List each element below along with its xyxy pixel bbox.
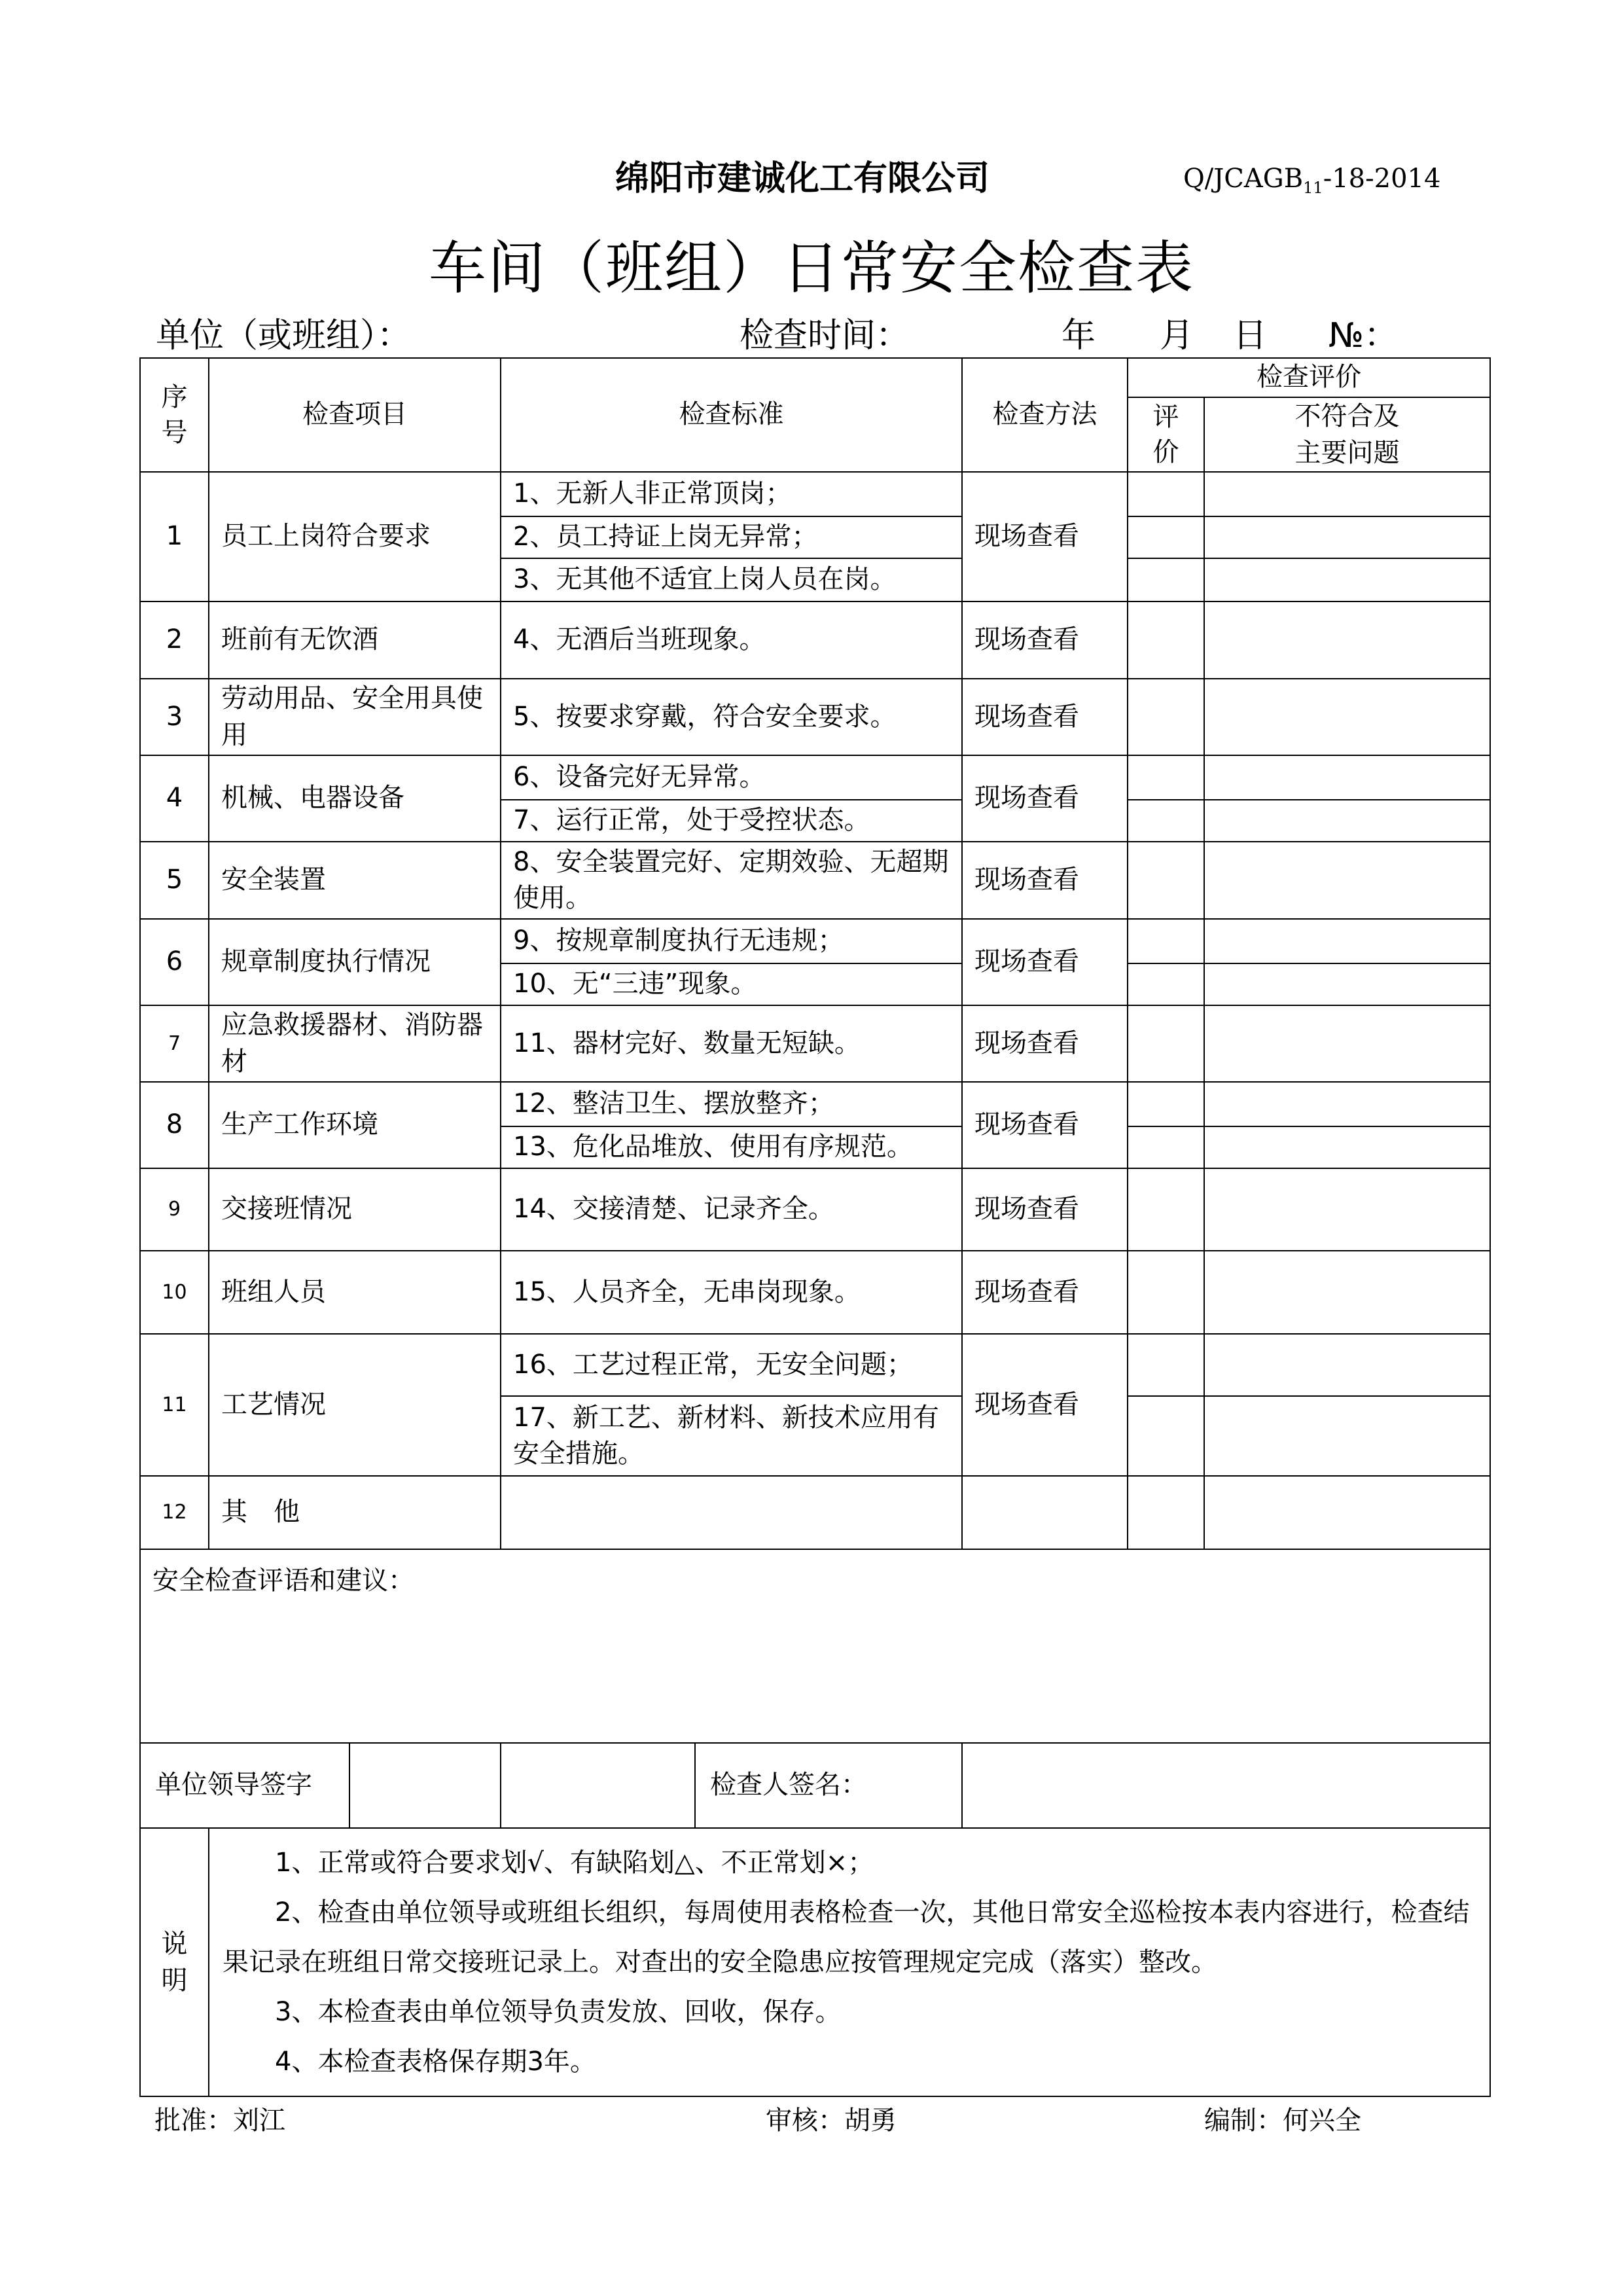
rating-header: 评价: [1128, 397, 1204, 472]
notes-content: [209, 1828, 1490, 2096]
leader-sign-field[interactable]: [350, 1744, 500, 1827]
rating-cell[interactable]: [1128, 472, 1204, 516]
row-method: 现场查看: [962, 1251, 1128, 1334]
row-method: [962, 1476, 1128, 1549]
inspection-table: [139, 357, 1491, 2097]
issues-cell[interactable]: [1204, 1476, 1490, 1549]
issues-cell[interactable]: [1204, 842, 1490, 919]
table-row: [140, 1168, 1490, 1251]
leader-sign-label: [140, 1743, 501, 1828]
row-standard: [501, 1476, 962, 1549]
seq-header: 序号: [140, 358, 209, 472]
row-item: 安全装置: [209, 842, 501, 919]
comments-row: [140, 1549, 1490, 1743]
row-seq: 3: [140, 679, 209, 755]
leader-sign-text: 单位领导签字: [141, 1744, 350, 1827]
row-seq: 10: [140, 1251, 209, 1334]
issues-cell[interactable]: [1204, 1082, 1490, 1126]
standard-header: 检查标准: [501, 358, 962, 472]
issues-cell[interactable]: [1204, 800, 1490, 842]
row-seq: 9: [140, 1168, 209, 1251]
row-method: 现场查看: [962, 1168, 1128, 1251]
row-seq: 4: [140, 755, 209, 842]
doc-no-tail: -18-2014: [1323, 164, 1441, 194]
table-row: [140, 679, 1490, 755]
evaluation-header: 检查评价: [1128, 358, 1490, 397]
year-label: 年: [1061, 316, 1096, 355]
issues-cell[interactable]: [1204, 1334, 1490, 1396]
row-seq: 5: [140, 842, 209, 919]
row-method: 现场查看: [962, 1005, 1128, 1082]
table-row: [140, 1082, 1490, 1126]
issues-cell[interactable]: [1204, 516, 1490, 558]
row-method: 现场查看: [962, 842, 1128, 919]
row-item: 班组人员: [209, 1251, 501, 1334]
note-item: 1、正常或符合要求划√、有缺陷划△、不正常划×；: [275, 1848, 874, 1878]
row-standard: 2、员工持证上岗无异常；: [501, 516, 962, 558]
rating-cell[interactable]: [1128, 1168, 1204, 1251]
leader-sign-space[interactable]: [501, 1744, 696, 1827]
issues-cell[interactable]: [1204, 1168, 1490, 1251]
row-method: 现场查看: [962, 1082, 1128, 1168]
row-item: 员工上岗符合要求: [209, 472, 501, 601]
issues-cell[interactable]: [1204, 1005, 1490, 1082]
issues-cell[interactable]: [1204, 1251, 1490, 1334]
rating-cell[interactable]: [1128, 601, 1204, 679]
issues-cell[interactable]: [1204, 1126, 1490, 1168]
row-standard: 17、新工艺、新材料、新技术应用有安全措施。: [501, 1396, 962, 1476]
row-method: 现场查看: [962, 755, 1128, 842]
approver: 批准：刘江: [154, 2106, 285, 2136]
document-number: [1183, 164, 1440, 197]
rating-cell[interactable]: [1128, 516, 1204, 558]
rating-cell[interactable]: [1128, 1126, 1204, 1168]
table-row: [140, 1251, 1490, 1334]
row-item: 应急救援器材、消防器材: [209, 1005, 501, 1082]
table-row: [140, 472, 1490, 516]
row-item: 机械、电器设备: [209, 755, 501, 842]
row-seq: 11: [140, 1334, 209, 1476]
rating-cell[interactable]: [1128, 679, 1204, 755]
inspector-sign-field[interactable]: [962, 1743, 1490, 1828]
row-method: 现场查看: [962, 601, 1128, 679]
row-standard: 6、设备完好无异常。: [501, 755, 962, 800]
row-seq: 8: [140, 1082, 209, 1168]
notes-row: [140, 1828, 1490, 2096]
issues-cell[interactable]: [1204, 919, 1490, 963]
row-standard: 11、器材完好、数量无短缺。: [501, 1005, 962, 1082]
compiler: 编制：何兴全: [1204, 2106, 1361, 2136]
row-standard: 15、人员齐全，无串岗现象。: [501, 1251, 962, 1334]
day-label: 日: [1233, 316, 1268, 355]
issues-cell[interactable]: [1204, 601, 1490, 679]
number-label: №：: [1329, 316, 1399, 355]
row-method: 现场查看: [962, 679, 1128, 755]
row-standard: 12、整洁卫生、摆放整齐；: [501, 1082, 962, 1126]
row-item: 其 他: [209, 1476, 501, 1549]
row-standard: 14、交接清楚、记录齐全。: [501, 1168, 962, 1251]
unit-label: 单位（或班组）：: [156, 316, 412, 355]
issues-cell[interactable]: [1204, 963, 1490, 1005]
note-item: 2、检查由单位领导或班组长组织，每周使用表格检查一次，其他日常安全巡检按本表内容进行，检查结果记录在班组日常交接班记录上。对查出的安全隐患应按管理规定完成（落实）整改。: [223, 1897, 1470, 1977]
row-item: 班前有无饮酒: [209, 601, 501, 679]
row-item: 规章制度执行情况: [209, 919, 501, 1005]
row-seq: 12: [140, 1476, 209, 1549]
row-standard: 13、危化品堆放、使用有序规范。: [501, 1126, 962, 1168]
rating-cell[interactable]: [1128, 1005, 1204, 1082]
row-seq: 2: [140, 601, 209, 679]
rating-cell[interactable]: [1128, 800, 1204, 842]
row-seq: 7: [140, 1005, 209, 1082]
page-title: 车间（班组）日常安全检查表: [428, 234, 1194, 302]
signature-row: [140, 1743, 1490, 1828]
comments-field[interactable]: 安全检查评语和建议：: [140, 1549, 1490, 1743]
inspection-time-label: 检查时间：: [740, 316, 910, 355]
row-standard: 3、无其他不适宜上岗人员在岗。: [501, 558, 962, 601]
row-item: 劳动用品、安全用具使用: [209, 679, 501, 755]
rating-cell[interactable]: [1128, 919, 1204, 963]
row-standard: 5、按要求穿戴，符合安全要求。: [501, 679, 962, 755]
rating-cell[interactable]: [1128, 963, 1204, 1005]
reviewer: 审核：胡勇: [766, 2106, 897, 2136]
issues-cell[interactable]: [1204, 755, 1490, 800]
doc-no-sub: 11: [1303, 179, 1323, 197]
table-row: [140, 601, 1490, 679]
row-seq: 6: [140, 919, 209, 1005]
row-standard: 1、无新人非正常顶岗；: [501, 472, 962, 516]
table-row: [140, 755, 1490, 800]
rating-cell[interactable]: [1128, 1396, 1204, 1476]
table-row: [140, 842, 1490, 919]
rating-cell[interactable]: [1128, 842, 1204, 919]
row-item: 工艺情况: [209, 1334, 501, 1476]
table-row: [140, 1476, 1490, 1549]
company-name: 绵阳市建诚化工有限公司: [615, 159, 990, 198]
note-item: 4、本检查表格保存期3年。: [275, 2047, 596, 2077]
row-standard: 10、无“三违”现象。: [501, 963, 962, 1005]
row-standard: 4、无酒后当班现象。: [501, 601, 962, 679]
note-item: 3、本检查表由单位领导负责发放、回收，保存。: [275, 1997, 842, 2027]
table-row: [140, 919, 1490, 963]
table-row: [140, 1334, 1490, 1396]
row-item: 交接班情况: [209, 1168, 501, 1251]
issues-cell[interactable]: [1204, 1396, 1490, 1476]
notes-label: 说明: [140, 1828, 209, 2096]
row-standard: 9、按规章制度执行无违规；: [501, 919, 962, 963]
issues-cell[interactable]: [1204, 679, 1490, 755]
row-standard: 7、运行正常，处于受控状态。: [501, 800, 962, 842]
rating-cell[interactable]: [1128, 1476, 1204, 1549]
issues-cell[interactable]: [1204, 558, 1490, 601]
rating-cell[interactable]: [1128, 755, 1204, 800]
rating-cell[interactable]: [1128, 558, 1204, 601]
inspector-sign-label: 检查人签名：: [710, 1770, 867, 1801]
leader-sign-field-2[interactable]: [501, 1743, 962, 1828]
row-standard: 8、安全装置完好、定期效验、无超期使用。: [501, 842, 962, 919]
method-header: 检查方法: [962, 358, 1128, 472]
item-header: 检查项目: [209, 358, 501, 472]
row-method: 现场查看: [962, 472, 1128, 601]
table-row: [140, 1005, 1490, 1082]
rating-cell[interactable]: [1128, 1251, 1204, 1334]
issues-header: 不符合及 主要问题: [1204, 397, 1490, 472]
row-seq: 1: [140, 472, 209, 601]
row-method: 现场查看: [962, 919, 1128, 1005]
doc-no-main: Q/JCAGB: [1183, 164, 1304, 194]
rating-cell[interactable]: [1128, 1082, 1204, 1126]
row-method: 现场查看: [962, 1334, 1128, 1476]
row-item: 生产工作环境: [209, 1082, 501, 1168]
row-standard: 16、工艺过程正常，无安全问题；: [501, 1334, 962, 1396]
issues-cell[interactable]: [1204, 472, 1490, 516]
month-label: 月: [1160, 316, 1194, 355]
rating-cell[interactable]: [1128, 1334, 1204, 1396]
